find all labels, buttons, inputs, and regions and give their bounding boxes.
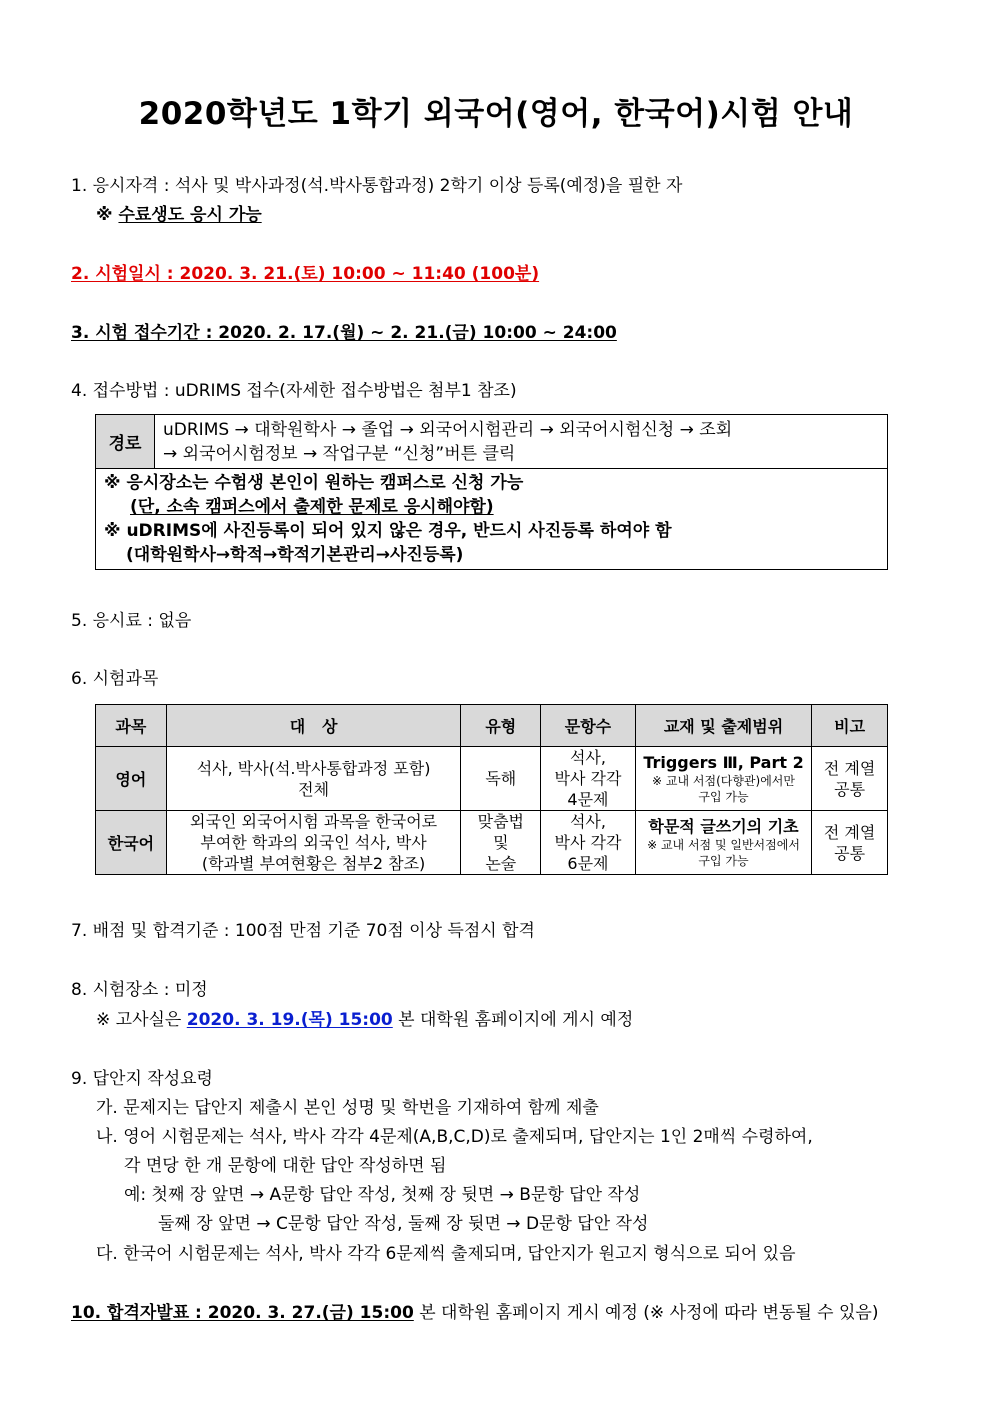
count-line: 6문제 [567,854,609,873]
count-line: 석사, [569,812,606,831]
count-line: 박사 각각 [554,833,622,852]
count-cell [541,811,636,875]
section-2-exam-date: 2. 시험일시 : 2020. 3. 21.(토) 10:00 ~ 11:40 (100분) [71,264,540,284]
book-note: 구입 가능 [698,854,749,868]
route-path [155,415,888,469]
table-row [96,747,888,811]
section-10-announcement [71,1301,878,1325]
target-line: (학과별 부여현황은 첨부2 참조) [201,854,426,873]
instruction-example-1: 예: 첫째 장 앞면 → A문항 답안 작성, 첫째 장 뒷면 → B문항 답안 작성 [124,1185,641,1205]
remark-line: 공통 [834,779,866,799]
section-1-note [96,203,262,227]
remark-line: 공통 [834,843,866,863]
route-note-2b: (대학원학사→학적→학적기본관리→사진등록) [126,545,464,565]
book-title: Triggers Ⅲ, Part 2 [643,753,804,772]
announcement-date: 10. 합격자발표 : 2020. 3. 27.(금) 15:00 [71,1303,414,1323]
subjects-table [95,704,888,875]
note-mark: ※ [96,205,119,225]
section-1-note-text: 수료생도 응시 가능 [118,205,262,225]
type-line: 및 [493,833,509,852]
header-count: 문항수 [541,705,636,747]
book-note: ※ 교내 서점 및 일반서점에서 [647,838,800,852]
route-label: 경로 [96,415,155,469]
target-line: 석사, 박사(석.박사통합과정 포함) [196,758,431,778]
header-remark: 비고 [812,705,888,747]
section-6-subjects: 6. 시험과목 [71,669,159,689]
subject-name: 한국어 [96,811,167,875]
instruction-b1: 나. 영어 시험문제는 석사, 박사 각각 4문제(A,B,C,D)로 출제되며, 답안지는 1인 2매씩 수령하여, [96,1127,813,1147]
route-note-1: ※ 응시장소는 수험생 본인이 원하는 캠퍼스로 신청 가능 [104,473,524,493]
book-note: 구입 가능 [698,790,749,804]
page-title: 2020학년도 1학기 외국어(영어, 한국어)시험 안내 [138,96,854,132]
count-cell [541,747,636,811]
section-9-instructions: 9. 답안지 작성요령 [71,1069,213,1089]
header-target: 대 상 [166,705,461,747]
remark-line: 전 계열 [823,822,876,842]
note-prefix: ※ 고사실은 [96,1010,187,1030]
count-line: 박사 각각 [554,769,622,788]
count-line: 석사, [569,748,606,767]
instruction-b2: 각 면당 한 개 문항에 대한 답안 작성하면 됨 [124,1156,447,1176]
remark-cell [812,747,888,811]
section-7-criteria: 7. 배점 및 합격기준 : 100점 만점 기준 70점 이상 득점시 합격 [71,921,535,941]
target-line: 부여한 학과의 외국인 석사, 박사 [200,833,427,852]
route-note-2: ※ uDRIMS에 사진등록이 되어 있지 않은 경우, 반드시 사진등록 하여야 함 [104,521,672,541]
route-notes [96,469,888,570]
remark-cell [812,811,888,875]
section-3-registration-period: 3. 시험 접수기간 : 2020. 2. 17.(월) ~ 2. 21.(금) 10:00 ~ 24:00 [71,323,617,343]
subject-name: 영어 [96,747,167,811]
target-line: 외국인 외국어시험 과목을 한국어로 [190,812,438,831]
count-line: 4문제 [567,790,609,809]
remark-line: 전 계열 [823,758,876,778]
target-cell [166,811,461,875]
instruction-c: 다. 한국어 시험문제는 석사, 박사 각각 6문제씩 출제되며, 답안지가 원고지 형식으로 되어 있음 [96,1244,796,1264]
route-table [95,414,888,570]
note-suffix: 본 대학원 홈페이지에 게시 예정 [392,1010,634,1030]
type-cell [461,811,541,875]
book-cell [635,747,811,811]
type-cell: 독해 [461,747,541,811]
type-line: 논술 [485,854,517,873]
book-title: 학문적 글쓰기의 기초 [648,817,799,836]
table-header-row [96,705,888,747]
announcement-note: 본 대학원 홈페이지 게시 예정 (※ 사정에 따라 변동될 수 있음) [413,1303,879,1323]
section-8-location: 8. 시험장소 : 미정 [71,980,208,1000]
instruction-a: 가. 문제지는 답안지 제출시 본인 성명 및 학번을 기재하여 함께 제출 [96,1098,599,1118]
book-note: ※ 교내 서점(다향관)에서만 [652,774,795,788]
target-cell [166,747,461,811]
target-line: 전체 [298,779,330,799]
route-note-1b: (단, 소속 캠퍼스에서 출제한 문제로 응시해야함) [130,497,494,517]
header-subject: 과목 [96,705,167,747]
route-line-2: → 외국어시험정보 → 작업구분 “신청”버튼 클릭 [163,443,516,464]
type-line: 맞춤법 [477,812,524,831]
route-line-1: uDRIMS → 대학원학사 → 졸업 → 외국어시험관리 → 외국어시험신청 → 조회 [163,419,733,440]
section-4-method: 4. 접수방법 : uDRIMS 접수(자세한 접수방법은 첨부1 참조) [71,381,517,401]
section-8-note [96,1008,633,1032]
room-announce-date: 2020. 3. 19.(목) 15:00 [186,1010,393,1030]
book-cell [635,811,811,875]
table-row [96,811,888,875]
section-5-fee: 5. 응시료 : 없음 [71,611,192,631]
header-type: 유형 [461,705,541,747]
section-1-eligibility: 1. 응시자격 : 석사 및 박사과정(석.박사통합과정) 2학기 이상 등록(예정)을 필한 자 [71,176,683,196]
instruction-example-2: 둘째 장 앞면 → C문항 답안 작성, 둘째 장 뒷면 → D문항 답안 작성 [158,1214,649,1234]
header-book: 교재 및 출제범위 [635,705,811,747]
